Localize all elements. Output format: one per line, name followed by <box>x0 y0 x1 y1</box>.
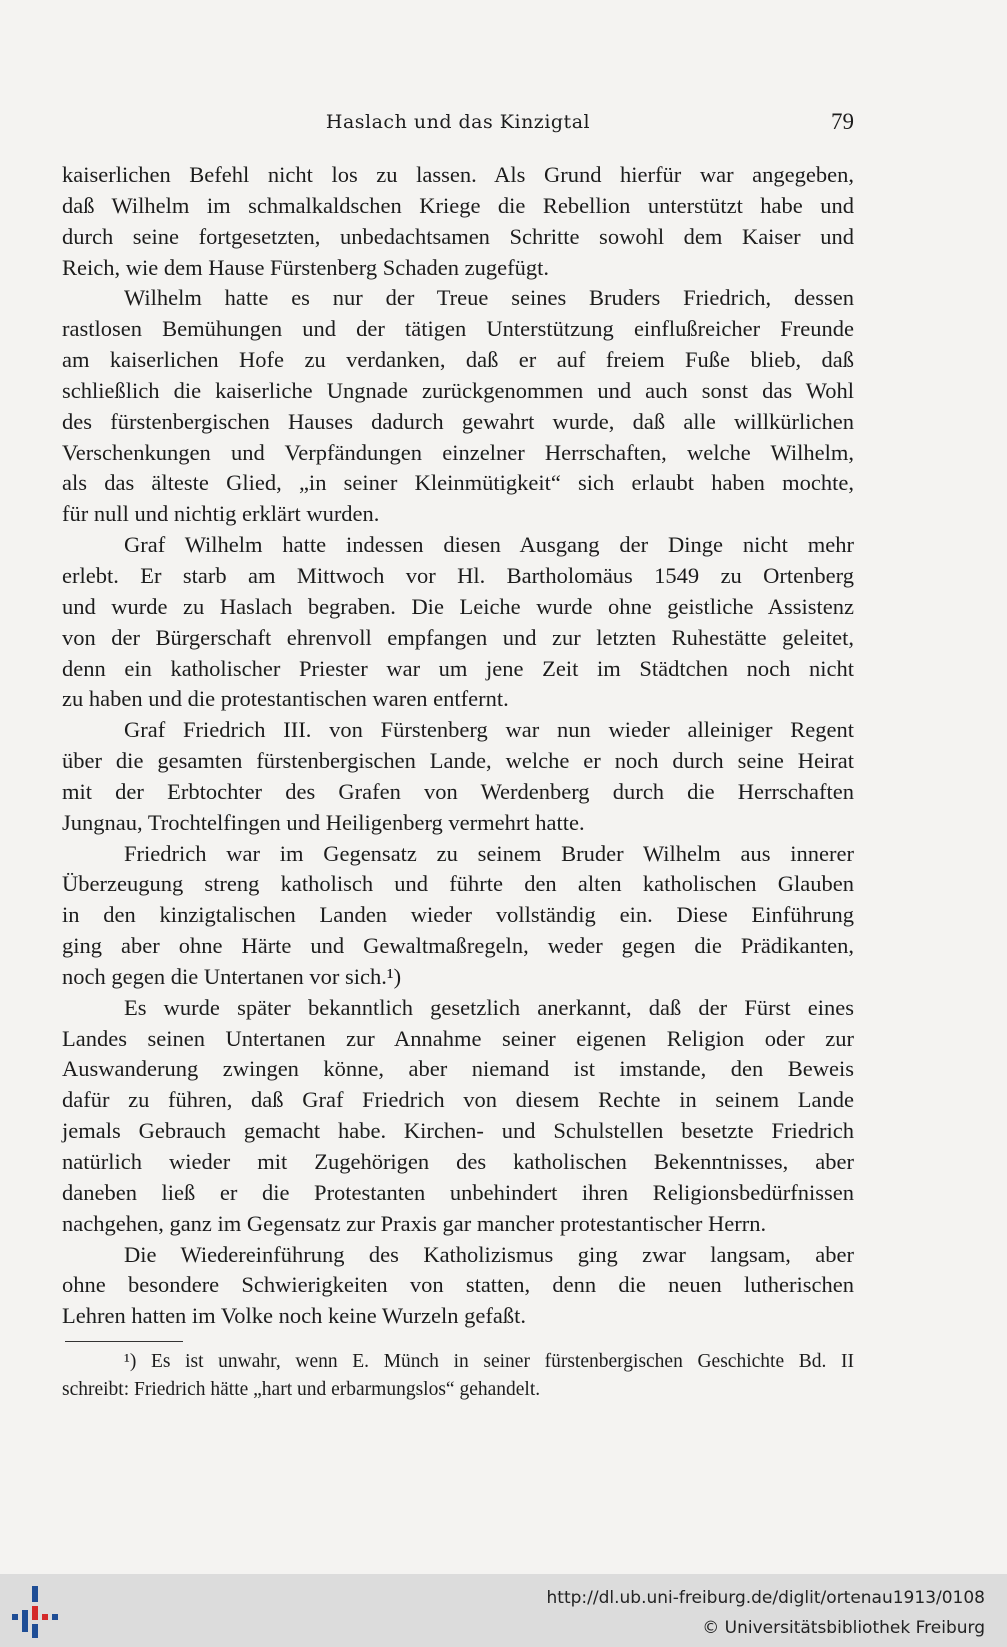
text-line: jemals Gebrauch gemacht habe. Kirchen- und Schulstellen besetzte Friedrich <box>62 1118 854 1144</box>
text-line: ohne besondere Schwierigkeiten von statten, denn die neuen lutherischen <box>62 1272 854 1298</box>
text-line: Graf Wilhelm hatte indessen diesen Ausgang der Dinge nicht mehr <box>124 532 854 558</box>
footnote-line: ¹) Es ist unwahr, wenn E. Münch in seiner fürstenbergischen Geschichte Bd. II <box>124 1351 854 1372</box>
viewer-footer <box>0 1574 1007 1647</box>
text-line: natürlich wieder mit Zugehörigen des katholischen Bekenntnisses, aber <box>62 1149 854 1174</box>
text-line: noch gegen die Untertanen vor sich.¹) <box>62 963 402 989</box>
body-text <box>62 160 854 1332</box>
page-number: 79 <box>831 109 854 134</box>
text-line: des fürstenbergischen Hauses dadurch gewahrt wurde, daß alle willkürlichen <box>62 408 854 434</box>
copyright-notice: © Universitätsbibliothek Freiburg <box>702 1618 985 1638</box>
text-line: am kaiserlichen Hofe zu verdanken, daß er auf freiem Fuße blieb, daß <box>62 347 854 373</box>
text-line: mit der Erbtochter des Grafen von Werdenberg durch die Herrschaften <box>62 778 854 804</box>
text-line: für null und nichtig erklärt wurden. <box>62 501 380 527</box>
text-line: dafür zu führen, daß Graf Friedrich von diesem Rechte in seinem Lande <box>62 1087 854 1113</box>
text-line: und wurde zu Haslach begraben. Die Leiche wurde ohne geistliche Assistenz <box>62 593 854 619</box>
ub-freiburg-logo-icon <box>8 1584 64 1640</box>
text-line: daneben ließ er die Protestanten unbehindert ihren Religionsbedürfnissen <box>62 1179 854 1205</box>
text-line: Graf Friedrich III. von Fürstenberg war nun wieder alleiniger Regent <box>124 717 854 743</box>
text-line: kaiserlichen Befehl nicht los zu lassen. Als Grund hierfür war angegeben, <box>62 162 854 187</box>
text-line: in den kinzigtalischen Landen wieder vollständig ein. Diese Einführung <box>62 902 854 928</box>
text-line: erlebt. Er starb am Mittwoch vor Hl. Bartholomäus 1549 zu Ortenberg <box>62 562 854 588</box>
permalink-url[interactable]: http://dl.ub.uni-freiburg.de/diglit/ortenau1913/0108 <box>546 1588 985 1608</box>
footnotes <box>62 1348 854 1404</box>
text-line: Reich, wie dem Hause Fürstenberg Schaden zugefügt. <box>62 254 549 280</box>
text-line: rastlosen Bemühungen und der tätigen Unterstützung einflußreicher Freunde <box>62 316 854 342</box>
text-line: daß Wilhelm im schmalkaldschen Kriege die Rebellion unterstützt habe und <box>62 192 854 218</box>
text-line: Wilhelm hatte es nur der Treue seines Bruders Friedrich, dessen <box>124 285 854 311</box>
text-line: ging aber ohne Härte und Gewaltmaßregeln, weder gegen die Prädikanten, <box>62 933 854 959</box>
running-head <box>62 104 854 140</box>
text-line: als das älteste Glied, „in seiner Kleinmütigkeit“ sich erlaubt haben mochte, <box>62 470 854 496</box>
text-line: von der Bürgerschaft ehrenvoll empfangen und zur letzten Ruhestätte geleitet, <box>62 624 854 650</box>
text-line: zu haben und die protestantischen waren entfernt. <box>62 686 509 712</box>
text-line: Jungnau, Trochtelfingen und Heiligenberg vermehrt hatte. <box>62 809 585 835</box>
text-line: denn ein katholischer Priester war um jene Zeit im Städtchen noch nicht <box>62 655 854 681</box>
text-line: durch seine fortgesetzten, unbedachtsamen Schritte sowohl dem Kaiser und <box>62 223 854 249</box>
text-line: Auswanderung zwingen könne, aber niemand ist imstande, den Beweis <box>62 1056 854 1082</box>
text-line: Überzeugung streng katholisch und führte den alten katholischen Glauben <box>62 871 854 897</box>
text-line: über die gesamten fürstenbergischen Lande, welche er noch durch seine Heirat <box>62 748 854 774</box>
text-line: Friedrich war im Gegensatz zu seinem Bruder Wilhelm aus innerer <box>124 840 854 866</box>
text-line: nachgehen, ganz im Gegensatz zur Praxis gar mancher protestantischer Herrn. <box>62 1210 767 1236</box>
running-head-title: Haslach und das Kinzigtal <box>325 111 591 133</box>
text-line: Lehren hatten im Volke noch keine Wurzeln gefaßt. <box>62 1303 526 1329</box>
footnote-separator <box>65 1341 183 1342</box>
text-line: Die Wiedereinführung des Katholizismus ging zwar langsam, aber <box>124 1241 854 1267</box>
text-line: schließlich die kaiserliche Ungnade zurückgenommen und auch sonst das Wohl <box>62 377 854 403</box>
footnote-line: schreibt: Friedrich hätte „hart und erbarmungslos“ gehandelt. <box>62 1379 541 1400</box>
text-line: Landes seinen Untertanen zur Annahme seiner eigenen Religion oder zur <box>62 1025 854 1051</box>
text-line: Verschenkungen und Verpfändungen einzelner Herrschaften, welche Wilhelm, <box>62 439 854 465</box>
text-line: Es wurde später bekanntlich gesetzlich anerkannt, daß der Fürst eines <box>124 994 854 1020</box>
